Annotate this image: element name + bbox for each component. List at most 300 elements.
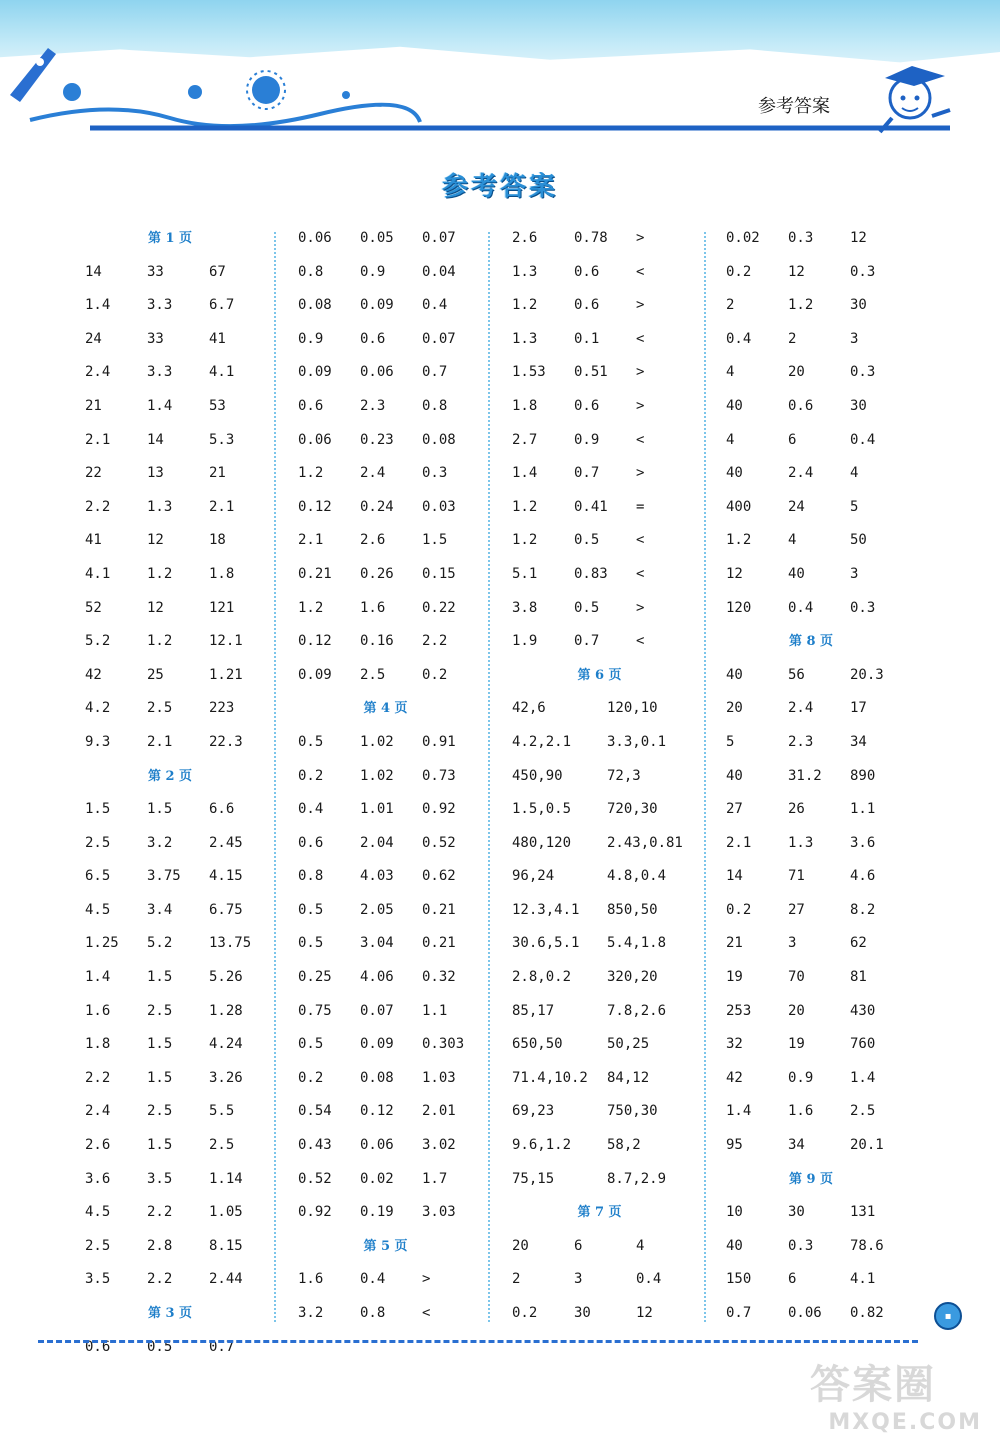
answer-cell: 1.01 [360,801,394,818]
answer-cell: 0.43 [298,1137,332,1154]
answer-row [512,592,687,626]
answer-cell: 62 [850,935,867,952]
answer-cell: 27 [788,901,805,918]
answer-cell: 2.3 [788,733,814,750]
answer-cell: 2.1 [147,733,173,750]
page-section-heading: 第 9 页 [788,1171,834,1187]
answer-cell: 22 [85,465,102,482]
answer-row [512,1095,687,1129]
answer-row [85,289,255,323]
answer-cell: 5 [726,733,735,750]
answer-row [85,827,255,861]
answer-row [726,457,896,491]
answer-cell: 4.2 [85,700,111,717]
answer-cell: 3.4 [147,901,173,918]
answer-cell: > [636,599,645,616]
answer-cell: 430 [850,1002,876,1019]
answer-cell: 2.45 [209,834,243,851]
answer-cell: 9.3 [85,733,111,750]
answer-row [85,659,255,693]
answer-row [85,1263,255,1297]
answer-cell: 0.08 [422,431,456,448]
answer-cell: 0.12 [298,498,332,515]
answer-cell: 1.25 [85,935,119,952]
answer-cell: 5.26 [209,969,243,986]
answer-cell: 0.5 [298,1036,324,1053]
answer-cell: 1.02 [360,767,394,784]
answer-cell: 30 [850,297,867,314]
answer-row [512,256,687,290]
answer-cell: 3 [850,565,859,582]
answer-row [512,491,687,525]
answer-cell: 0.73 [422,767,456,784]
answer-row [726,860,896,894]
answer-cell: 650,50 [512,1036,563,1053]
answer-cell: 2.5 [850,1103,876,1120]
page-title: 参考答案 [441,172,558,202]
answer-column-1 [85,222,255,1364]
answer-row [85,356,255,390]
answer-cell: 12 [636,1305,653,1321]
answer-cell: 480,120 [512,834,572,851]
answer-cell: 1.6 [298,1271,324,1288]
answer-cell: 4.6 [850,868,876,885]
answer-cell: 2.43,0.81 [607,834,683,851]
header-illustration [0,40,1000,150]
answer-cell: 50 [850,532,867,549]
answer-row [85,424,255,458]
answer-cell: 71.4,10.2 [512,1069,588,1086]
answer-cell: 0.3 [850,599,876,616]
answer-cell: 0.7 [726,1305,752,1321]
answer-cell: 0.54 [298,1103,332,1120]
answer-cell: 120,10 [607,700,658,717]
answer-row [512,860,687,894]
answer-cell: 850,50 [607,901,658,918]
answer-cell: 20.3 [850,666,884,683]
answer-cell: 69,23 [512,1103,555,1120]
answer-cell: 0.6 [574,263,600,280]
answer-cell: 1.4 [85,969,111,986]
answer-cell: 5 [850,498,859,515]
answer-cell: 2.2 [147,1271,173,1288]
answer-cell: 0.23 [360,431,394,448]
answer-cell: 0.3 [850,364,876,381]
answer-cell: 0.303 [422,1036,465,1053]
answer-row [726,726,896,760]
answer-cell: 3 [788,935,797,952]
answer-cell: 95 [726,1137,743,1154]
answer-cell: 20 [726,700,743,717]
answer-cell: 0.2 [726,263,752,280]
answer-cell: 760 [850,1036,876,1053]
cloud-line-icon [30,105,420,126]
answer-cell: 2.4 [788,700,814,717]
answer-cell: 0.03 [422,498,456,515]
answer-cell: 0.62 [422,868,456,885]
answer-cell: 0.8 [360,1305,386,1321]
answer-cell: 4.03 [360,868,394,885]
answer-row [512,1129,687,1163]
answer-cell: 1.4 [512,465,538,482]
answer-row [85,927,255,961]
answer-cell: 4.1 [850,1271,876,1288]
answer-row [298,222,473,256]
answer-cell: 0.9 [298,330,324,347]
answer-cell: 0.08 [360,1069,394,1086]
watermark-logo: 答案圈 MXQE.COM [810,1362,982,1435]
answer-row [726,1062,896,1096]
answer-row [85,1331,255,1365]
answer-cell: 2.1 [85,431,111,448]
answer-cell: 1.9 [512,633,538,650]
answer-cell: 2.1 [209,498,235,515]
answer-cell: 2.04 [360,834,394,851]
answer-cell: 3.2 [298,1305,324,1321]
answer-cell: 75,15 [512,1170,555,1187]
answer-cell: 3.02 [422,1137,456,1154]
answer-row [512,323,687,357]
answer-cell: 0.15 [422,565,456,582]
answer-cell: 0.12 [360,1103,394,1120]
answer-cell: 2 [788,330,797,347]
answer-cell: 0.24 [360,498,394,515]
answer-cell: 2.4 [360,465,386,482]
answer-row [85,1129,255,1163]
answer-cell: 1.8 [85,1036,111,1053]
answer-row [298,356,473,390]
answer-row [298,1196,473,1230]
answer-cell: 22.3 [209,733,243,750]
answer-cell: 0.09 [360,297,394,314]
page-section-heading: 第 1 页 [147,231,193,246]
answer-row [512,995,687,1029]
answer-row [726,961,896,995]
answer-row [726,289,896,323]
answer-cell: 0.6 [788,397,814,414]
answer-row [726,692,896,726]
answer-cell: 3.03 [422,1204,456,1221]
answer-cell: 1.4 [850,1069,876,1086]
answer-cell: 0.2 [298,767,324,784]
answer-row [85,491,255,525]
answer-cell: 40 [788,565,805,582]
answer-row [726,1297,896,1331]
answer-cell: 40 [726,397,743,414]
answer-cell: 2.2 [85,498,111,515]
answer-cell: 2.4 [85,1103,111,1120]
answer-cell: 6 [788,1271,797,1288]
answer-row [726,995,896,1029]
answer-cell: < [636,330,645,347]
answer-cell: 81 [850,969,867,986]
answer-cell: 33 [147,263,164,280]
answer-cell: 4.8,0.4 [607,868,667,885]
answer-cell: 0.4 [298,801,324,818]
answer-row [726,1028,896,1062]
answer-cell: 1.2 [726,532,752,549]
header-answer-label: 参考答案 [758,96,830,117]
answer-cell: 3 [574,1271,583,1288]
answer-cell: 18 [209,532,226,549]
answer-row [512,1028,687,1062]
answer-cell: 0.91 [422,733,456,750]
answer-row [85,1196,255,1230]
answer-cell: < [636,431,645,448]
answer-row [298,289,473,323]
answer-cell: 0.5 [298,733,324,750]
answer-cell: 4.5 [85,901,111,918]
answer-cell: > [636,465,645,482]
answer-cell: 131 [850,1204,876,1221]
answer-cell: 0.02 [360,1170,394,1187]
answer-cell: 85,17 [512,1002,555,1019]
answer-cell: 3.6 [850,834,876,851]
answer-row [726,760,896,794]
answer-cell: 0.3 [788,1237,814,1254]
column-divider [274,232,276,1322]
answer-row [726,256,896,290]
answer-cell: 0.7 [574,633,600,650]
answer-cell: 320,20 [607,969,658,986]
sun-icon [247,71,285,109]
answer-row [726,592,896,626]
answer-cell: 1.5 [85,801,111,818]
answer-cell: 2.5 [209,1137,235,1154]
answer-row [512,961,687,995]
answer-row [512,793,687,827]
answer-cell: 7.8,2.6 [607,1002,667,1019]
answer-row [512,692,687,726]
answer-cell: 31.2 [788,767,822,784]
answer-row [726,894,896,928]
answer-row [298,256,473,290]
answer-row [726,1129,896,1163]
answer-cell: 0.07 [422,230,456,246]
answer-cell: 890 [850,767,876,784]
answer-cell: 84,12 [607,1069,650,1086]
answer-cell: 1.2 [512,498,538,515]
answer-cell: 2.5 [85,1237,111,1254]
answer-cell: 0.7 [574,465,600,482]
answer-cell: 120 [726,599,752,616]
answer-cell: 0.8 [298,263,324,280]
answer-row [298,961,473,995]
answer-cell: 1.2 [512,297,538,314]
answer-cell: 5.2 [85,633,111,650]
answer-cell: 2.4 [788,465,814,482]
answer-cell: 1.1 [422,1002,448,1019]
answer-cell: 0.05 [360,230,394,246]
answer-cell: 0.06 [360,364,394,381]
answer-row [512,1062,687,1096]
answer-cell: 2.5 [147,700,173,717]
rocket-icon [10,48,56,102]
answer-cell: 20 [788,1002,805,1019]
answer-cell: 14 [147,431,164,448]
answer-cell: 2.6 [512,230,538,246]
answer-cell: 3.8 [512,599,538,616]
answer-cell: 4.06 [360,969,394,986]
answer-row [298,558,473,592]
answer-row [726,793,896,827]
answer-row [85,995,255,1029]
answer-row [512,524,687,558]
answer-cell: 10 [726,1204,743,1221]
answer-cell: 0.6 [298,834,324,851]
answer-row [512,726,687,760]
answer-cell: 3.3 [147,297,173,314]
answer-row [726,1196,896,1230]
answer-cell: 50,25 [607,1036,650,1053]
answer-cell: 2.05 [360,901,394,918]
answer-row [298,827,473,861]
page-section-heading: 第 6 页 [577,667,622,683]
answer-cell: 1.3 [512,330,538,347]
answer-row [85,692,255,726]
answer-cell: 30 [788,1204,805,1221]
answer-cell: 1.8 [209,565,235,582]
answer-cell: 4 [726,364,735,381]
answer-cell: 0.41 [574,498,608,515]
answer-cell: 5.1 [512,565,538,582]
answer-row [726,927,896,961]
answer-cell: 0.5 [298,901,324,918]
answer-cell: 20.1 [850,1137,884,1154]
answer-row [512,625,687,659]
answer-row [298,1263,473,1297]
answer-cell: 12.3,4.1 [512,901,580,918]
page-section-heading: 第 7 页 [577,1205,622,1221]
answer-row [512,558,687,592]
answer-cell: 70 [788,969,805,986]
answer-cell: 41 [209,330,226,347]
answer-cell: 0.9 [360,263,386,280]
answer-cell: 0.22 [422,599,456,616]
answer-row [726,558,896,592]
answer-cell: 0.6 [574,297,600,314]
answer-cell: < [636,633,645,650]
answer-cell: 13 [147,465,164,482]
answer-row [85,457,255,491]
answer-cell: 4 [788,532,797,549]
answer-row [512,894,687,928]
answer-row [512,827,687,861]
page-section-heading: 第 5 页 [363,1238,408,1254]
answer-cell: 6.5 [85,868,111,885]
answer-cell: 1.2 [298,465,324,482]
answer-cell: 34 [788,1137,805,1154]
answer-cell: 0.92 [298,1204,332,1221]
answer-cell: 0.4 [726,330,752,347]
answer-cell: 0.07 [360,1002,394,1019]
answer-cell: 1.6 [360,599,386,616]
answer-cell: < [636,532,645,549]
answer-cell: 0.04 [422,263,456,280]
answer-cell: 9.6,1.2 [512,1137,572,1154]
answer-cell: 1.53 [512,364,546,381]
answer-cell: 0.32 [422,969,456,986]
answer-row [512,1230,687,1264]
answer-cell: 12 [147,599,164,616]
answer-cell: 1.3 [147,498,173,515]
answer-cell: 67 [209,263,226,280]
answer-row [298,1129,473,1163]
answer-cell: 4 [850,465,859,482]
answer-cell: 2.2 [85,1069,111,1086]
answer-cell: 13.75 [209,935,252,952]
answer-cell: 1.21 [209,666,243,683]
page-section-heading: 第 4 页 [363,701,408,717]
answer-cell: 0.02 [726,230,760,246]
page-section-heading: 第 3 页 [147,1306,193,1321]
answer-cell: 53 [209,397,226,414]
answer-cell: 8.15 [209,1237,243,1254]
answer-cell: 0.8 [422,397,448,414]
answer-cell: 3.2 [147,834,173,851]
answer-row [512,390,687,424]
answer-cell: 12 [788,263,805,280]
answer-cell: 0.83 [574,565,608,582]
answer-cell: 0.6 [360,330,386,347]
answer-cell: 6.75 [209,901,243,918]
answer-cell: 56 [788,666,805,683]
answer-cell: 24 [85,330,102,347]
answer-cell: 1.1 [850,801,876,818]
answer-cell: 1.02 [360,733,394,750]
answer-cell: 19 [726,969,743,986]
answer-cell: 0.82 [850,1305,884,1321]
answer-cell: 2.5 [360,666,386,683]
answer-column-2 [298,222,473,1331]
answer-cell: 5.3 [209,431,235,448]
answer-cell: > [636,230,645,246]
answer-cell: 8.2 [850,901,876,918]
answer-row [512,457,687,491]
answer-cell: 4.15 [209,868,243,885]
answer-cell: 720,30 [607,801,658,818]
answer-row [726,390,896,424]
answer-cell: 0.2 [422,666,448,683]
answer-cell: < [636,263,645,280]
answer-cell: 0.08 [298,297,332,314]
answer-row [512,1263,687,1297]
answer-cell: 1.3 [512,263,538,280]
answer-cell: 1.7 [422,1170,448,1187]
answer-cell: 0.8 [298,868,324,885]
answer-cell: 40 [726,1237,743,1254]
answer-cell: 121 [209,599,235,616]
answer-cell: 40 [726,465,743,482]
column-divider [704,232,706,1322]
answer-cell: 4.1 [209,364,235,381]
answer-cell: 0.5 [147,1338,173,1355]
answer-cell: 0.51 [574,364,608,381]
answer-cell: 0.92 [422,801,456,818]
answer-cell: 3.3 [147,364,173,381]
answer-row [85,592,255,626]
answer-cell: 1.4 [85,297,111,314]
answer-cell: 1.6 [788,1103,814,1120]
answer-cell: 0.19 [360,1204,394,1221]
answer-cell: 0.21 [298,565,332,582]
answer-cell: 1.2 [788,297,814,314]
answer-cell: 2.7 [512,431,538,448]
answer-cell: 27 [726,801,743,818]
answer-cell: 2.5 [147,1103,173,1120]
answer-row [85,524,255,558]
answer-row [726,323,896,357]
